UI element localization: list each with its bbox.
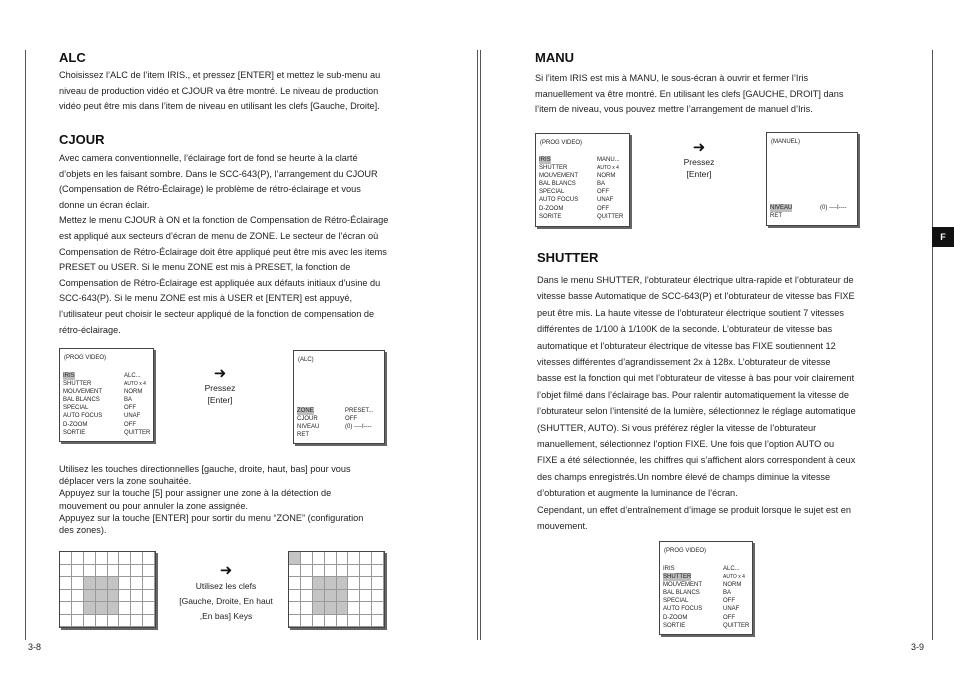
press-enter-arrow-right [669, 140, 729, 180]
text-line: Dans le menu SHUTTER, l’obturateur électrique ultra-rapide et l’obturateur de [537, 275, 854, 285]
menu-value: BA [597, 181, 606, 188]
grid-cell [348, 590, 360, 603]
arrow-caption: Pressez [204, 383, 236, 393]
menu-title: (PROG VIDEO) [540, 140, 583, 146]
menu-value: OFF [345, 416, 357, 423]
grid-cell [143, 590, 155, 603]
menu-value: OFF [723, 614, 735, 621]
grid-cell [372, 590, 384, 603]
menu-key: MOUVEMENT [63, 389, 102, 396]
direction-keys-arrow [170, 563, 282, 624]
grid-cell [313, 615, 325, 628]
menu-key: AUTO FOCUS [539, 197, 579, 204]
page-number-right: 3-9 [911, 642, 925, 652]
grid-cell [72, 602, 84, 615]
grid-cell [131, 577, 143, 590]
menu-value: OFF [597, 189, 609, 196]
grid-cell [348, 615, 360, 628]
grid-cell [337, 577, 349, 590]
text-line: donne un écran éclair. [59, 199, 150, 210]
grid-cell [289, 552, 301, 565]
grid-cell [96, 577, 108, 590]
grid-cell [372, 552, 384, 565]
menu-title: (MANUEL) [771, 139, 801, 145]
text-line: Utilisez les touches directionnelles [gauche, droite, haut, bas] pour vous [59, 464, 351, 474]
grid-cell [72, 552, 84, 565]
text-line: peut être mis. La haute vitesse de l’obturateur électrique soutient 7 vitesses [537, 307, 844, 318]
grid-cell [72, 590, 84, 603]
menu-key: SORITE [539, 213, 562, 220]
grid-cell [337, 590, 349, 603]
menu-value: OFF [723, 598, 735, 605]
text-line: Si l’item IRIS est mis à MANU, le sous-écran à ouvrir et fermer l’Iris [535, 73, 809, 83]
arrow-right-icon: ➜ [219, 562, 233, 579]
grid-cell [289, 577, 301, 590]
menu-title: (PROG VIDEO) [64, 355, 107, 361]
grid-cell [301, 552, 313, 565]
menu-key: SPECIAL [663, 598, 689, 605]
alc-paragraph [59, 68, 380, 115]
grid-cell [360, 552, 372, 565]
grid-cell [60, 565, 72, 578]
zone-grid-after [288, 551, 385, 628]
grid-cell [84, 577, 96, 590]
text-line: des zones). [59, 525, 107, 536]
text-line: Mettez le menu CJOUR à ON et la fonction de Compensation de Rétro-Éclairage [59, 215, 389, 226]
grid-cell [84, 590, 96, 603]
grid-cell [143, 615, 155, 628]
text-line: FIXE a été sélectionnée, les chiffres qui s’affichent alors correspondent à ceux [537, 455, 856, 466]
grid-cell [313, 577, 325, 590]
text-line: manuellement va être montré. En utilisant les clefs [GAUCHE, DROIT] dans [535, 88, 844, 99]
menu-value: QUITTER [597, 213, 624, 220]
manuel-menu-diagram [766, 132, 858, 226]
grid-cell [108, 577, 120, 590]
text-line: l’utilisateur peut choisir le secteur appliqué de la fonction de compensation de [59, 308, 375, 319]
menu-key: AUTO FOCUS [663, 606, 703, 613]
grid-cell [301, 615, 313, 628]
grid-cell [360, 565, 372, 578]
section-tab-f: F [932, 227, 954, 247]
grid-cell [84, 552, 96, 565]
grid-cell [131, 615, 143, 628]
menu-value: ALC... [723, 566, 740, 572]
menu-key: D-ZOOM [663, 614, 688, 621]
grid-cell [60, 615, 72, 628]
zone-grid-before [59, 551, 156, 628]
text-line: PRESET ou USER. Si le menu ZONE est mis à PRESET, la fonction de [59, 262, 351, 273]
grid-cell [313, 565, 325, 578]
text-line: Avec camera conventionnelle, l’éclairage fort de fond se heurte à la clarté [59, 153, 358, 163]
grid-cell [143, 552, 155, 565]
text-line: Appuyez sur la touche [ENTER] pour sortir du menu “ZONE” (configuration [59, 512, 364, 523]
text-line: Choisissez l’ALC de l’item IRIS., et pressez [ENTER] et mettez le sub-menu au [59, 70, 381, 80]
menu-key: CJOUR [297, 416, 318, 423]
menu-value: UNAF [597, 197, 614, 204]
text-line: d’obturation et augmente la luminance de l’écran. [537, 488, 738, 499]
text-line: vitesses différentes d’agrandissement 2x à 128x. L’obturateur de vitesse [537, 357, 831, 368]
text-line: Compensation de Rétro-Éclairage est appliquée aux défauts initiaux d’usine du [59, 277, 381, 288]
cjour-paragraph [59, 151, 388, 338]
menu-key: NIVEAU [297, 424, 320, 431]
cjour-heading: CJOUR [59, 132, 105, 147]
menu-key: SHUTTER [539, 165, 568, 172]
menu-value: NORM [597, 173, 616, 180]
text-line: manuellement, sélectionnez l’option FIXE. Une fois que l’option AUTO ou [537, 439, 835, 450]
grid-cell [84, 565, 96, 578]
grid-cell [348, 565, 360, 578]
grid-cell [325, 590, 337, 603]
prog-video-manu-menu-diagram [535, 133, 630, 227]
grid-cell [60, 590, 72, 603]
grid-cell [301, 602, 313, 615]
grid-cell [301, 577, 313, 590]
menu-key: MOUVEMENT [663, 582, 702, 589]
text-line: Cependant, un effet d’entraînement d’image se produit lorsque le sujet est en [537, 504, 851, 515]
grid-cell [119, 615, 131, 628]
menu-key: SORTIE [63, 429, 86, 436]
grid-cell [348, 552, 360, 565]
grid-cell [372, 565, 384, 578]
grid-cell [325, 615, 337, 628]
grid-cell [96, 552, 108, 565]
grid-cell [131, 565, 143, 578]
press-enter-arrow [190, 366, 250, 406]
grid-cell [72, 615, 84, 628]
menu-value: UNAF [723, 606, 740, 613]
text-line: (Compensation de Rétro-Éclairage) le problème de rétro-éclairage et vous [59, 184, 361, 195]
grid-cell [72, 565, 84, 578]
prog-video-shutter-menu-diagram [659, 541, 753, 635]
grid-cell [108, 565, 120, 578]
grid-cell [131, 590, 143, 603]
grid-cell [360, 602, 372, 615]
text-line: est appliqué aux secteurs d’écran de menu de ZONE. Le secteur de l’écran où [59, 230, 379, 241]
menu-key: IRIS [539, 157, 551, 163]
grid-cell [143, 602, 155, 615]
text-line: niveau de production vidéo et CJOUR va être montré. Le niveau de production [59, 85, 379, 96]
text-line: d’objets en les faisant sombre. Dans le SCC-643(P), l’arrangement du CJOUR [59, 168, 378, 179]
text-line: vitesse basse Automatique de SCC-643(P) et l’obturateur de vitesse bas FIXE [537, 291, 855, 302]
menu-title: (PROG VIDEO) [664, 548, 707, 554]
left-margin-line [25, 50, 26, 640]
grid-cell [96, 615, 108, 628]
text-line: l’obturateur selon l’intensité de la lumière, sélectionnez le réglage automatique [537, 406, 856, 417]
menu-key: SPECIAL [539, 189, 565, 196]
text-line: Compensation de Rétro-Éclairage doit être appliqué peut être mis avec les items [59, 246, 387, 257]
menu-value: NORM [124, 389, 143, 396]
text-line: automatique et l’obturateur électrique de vitesse bas FIXE soutiennent 12 [537, 340, 836, 351]
grid-cell [289, 602, 301, 615]
grid-cell [337, 615, 349, 628]
menu-value: BA [124, 397, 133, 404]
menu-value: BA [723, 590, 732, 597]
menu-value: ALC... [124, 373, 141, 379]
menu-key: SORTIE [663, 622, 686, 629]
menu-key: SHUTTER [663, 574, 692, 581]
grid-cell [289, 615, 301, 628]
arrow-caption: [Gauche, Droite, En haut [179, 596, 273, 606]
text-line: mouvement. [537, 521, 588, 532]
menu-value: AUTO x 4 [723, 574, 745, 581]
grid-cell [84, 615, 96, 628]
menu-key: BAL BLANCS [663, 590, 700, 597]
text-line: mouvement ou pour annuler la zone assignée. [59, 500, 248, 511]
page-number-left: 3-8 [28, 642, 42, 652]
grid-cell [96, 602, 108, 615]
grid-cell [337, 552, 349, 565]
text-line: rétro-éclairage. [59, 324, 121, 335]
grid-cell [337, 602, 349, 615]
grid-cell [372, 577, 384, 590]
grid-cell [372, 615, 384, 628]
menu-key: IRIS [63, 373, 75, 379]
menu-key: RET [297, 432, 309, 439]
text-line: l’item de niveau, vous pouvez mettre l’arrangement de manuel d’Iris. [535, 104, 813, 115]
text-line: Appuyez sur la touche [5] pour assigner une zone à la détection de [59, 488, 332, 499]
center-left-line [477, 50, 478, 640]
menu-key: BAL BLANCS [539, 181, 576, 188]
grid-cell [289, 565, 301, 578]
menu-key: SPECIAL [63, 405, 89, 412]
grid-cell [60, 552, 72, 565]
grid-cell [108, 615, 120, 628]
grid-cell [372, 602, 384, 615]
shutter-paragraph [537, 272, 856, 535]
text-line: (SHUTTER, AUTO). Si vous préférez régler la vitesse de l’obturateur [537, 422, 817, 433]
grid-cell [119, 565, 131, 578]
grid-cell [119, 602, 131, 615]
arrow-caption: Pressez [683, 157, 715, 167]
grid-cell [325, 565, 337, 578]
grid-cell [348, 577, 360, 590]
arrow-right-icon: ➜ [213, 365, 227, 382]
menu-value: (0) ----I---- [820, 205, 847, 211]
arrow-right-icon: ➜ [692, 139, 706, 156]
grid-cell [348, 602, 360, 615]
grid-cell [337, 565, 349, 578]
menu-key: IRIS [663, 566, 675, 572]
alc-heading: ALC [59, 50, 86, 65]
arrow-caption: [Enter] [686, 169, 712, 179]
menu-title: (ALC) [298, 357, 314, 363]
grid-cell [325, 602, 337, 615]
grid-cell [325, 552, 337, 565]
grid-cell [84, 602, 96, 615]
manu-paragraph [535, 71, 843, 118]
grid-cell [96, 590, 108, 603]
menu-key: BAL BLANCS [63, 397, 100, 404]
grid-cell [301, 565, 313, 578]
menu-value: OFF [124, 405, 136, 412]
text-line: des champs enregistrés.Un nombre élevé de champs diminue la vitesse [537, 471, 831, 482]
grid-cell [325, 577, 337, 590]
text-line: différentes de 1/100 à 1/100K de la seconde. L’obturateur de vitesse bas [537, 324, 833, 335]
menu-value: QUITTER [124, 429, 151, 436]
grid-cell [143, 565, 155, 578]
grid-cell [360, 590, 372, 603]
arrow-caption: [Enter] [207, 395, 233, 405]
menu-key: ZONE [297, 408, 314, 414]
shutter-heading: SHUTTER [537, 250, 599, 265]
menu-key: D-ZOOM [539, 205, 564, 212]
alc-menu-diagram [293, 350, 385, 444]
menu-value: OFF [597, 205, 609, 212]
center-right-line [480, 50, 481, 640]
menu-key: SHUTTER [63, 381, 92, 388]
prog-video-menu-diagram [59, 348, 154, 442]
right-margin-line [932, 50, 933, 640]
grid-cell [143, 577, 155, 590]
grid-cell [301, 590, 313, 603]
grid-cell [131, 602, 143, 615]
menu-key: AUTO FOCUS [63, 413, 103, 420]
arrow-caption: ,En bas] Keys [199, 611, 253, 621]
menu-value: AUTO x 4 [597, 165, 619, 172]
menu-key: RET [770, 213, 782, 220]
text-line: l’objet filmé dans l’éclairage bas. Pour ralentir automatiquement la vitesse de [537, 389, 850, 400]
menu-key: D-ZOOM [63, 421, 88, 428]
arrow-caption: Utilisez les clefs [195, 581, 257, 591]
grid-cell [119, 590, 131, 603]
menu-value: NORM [723, 582, 742, 589]
menu-value: PRESET... [345, 408, 374, 414]
text-line: vidéo peut être mis dans l’item de niveau en utilisant les clefs [Gauche, Droite]. [59, 101, 380, 112]
menu-key: MOUVEMENT [539, 173, 578, 180]
text-line: SCC-643(P). Si le menu ZONE est mis à USER et [ENTER] est appuyé, [59, 293, 353, 304]
menu-value: UNAF [124, 413, 141, 420]
grid-cell [119, 552, 131, 565]
menu-value: QUITTER [723, 622, 750, 629]
grid-cell [131, 552, 143, 565]
grid-cell [313, 590, 325, 603]
grid-cell [360, 577, 372, 590]
menu-key: NIVEAU [770, 205, 793, 211]
text-line: déplacer vers la zone souhaitée. [59, 476, 192, 487]
menu-value: OFF [124, 421, 136, 428]
menu-value: MANU... [597, 157, 620, 163]
zone-instructions [59, 463, 363, 536]
grid-cell [289, 590, 301, 603]
grid-cell [313, 602, 325, 615]
grid-cell [60, 577, 72, 590]
grid-cell [313, 552, 325, 565]
grid-cell [108, 602, 120, 615]
grid-cell [96, 565, 108, 578]
grid-cell [360, 615, 372, 628]
text-line: basse est la fonction qui met l’obturateur de vitesse à bas pour voir clairement [537, 373, 855, 384]
menu-value: AUTO x 4 [124, 381, 146, 388]
grid-cell [108, 552, 120, 565]
grid-cell [108, 590, 120, 603]
menu-value: (0) ----I---- [345, 424, 372, 431]
grid-cell [60, 602, 72, 615]
grid-cell [119, 577, 131, 590]
manu-heading: MANU [535, 50, 574, 65]
grid-cell [72, 577, 84, 590]
